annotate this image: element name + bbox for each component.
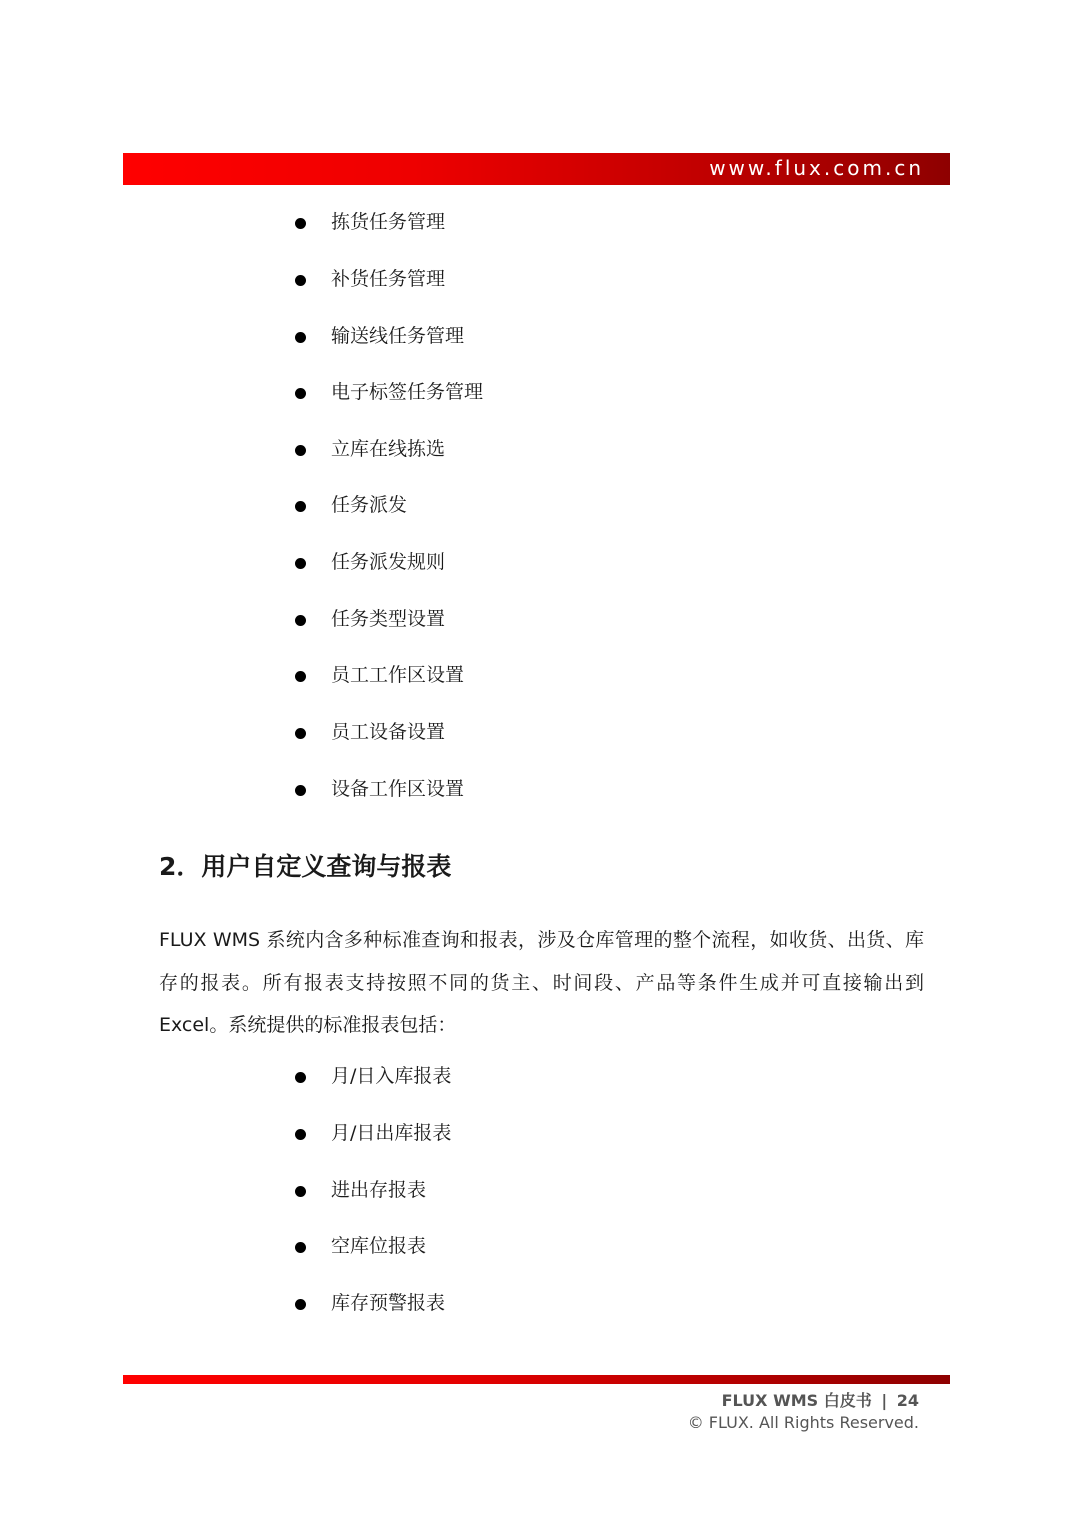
section-heading: 2．用户自定义查询与报表 bbox=[159, 852, 452, 881]
list-item-label: 进出存报表 bbox=[331, 1179, 427, 1201]
bullet-icon bbox=[295, 445, 306, 456]
list-item-label: 立库在线拣选 bbox=[331, 438, 446, 460]
footer-copyright: © FLUX. All Rights Reserved. bbox=[687, 1413, 919, 1432]
list-item-label: 空库位报表 bbox=[331, 1235, 427, 1257]
list-item bbox=[0, 774, 700, 806]
bullet-icon bbox=[295, 388, 306, 399]
header-bar bbox=[123, 153, 950, 185]
bullet-icon bbox=[295, 671, 306, 682]
bullet-icon bbox=[295, 615, 306, 626]
list-item bbox=[0, 490, 700, 522]
bullet-icon bbox=[295, 558, 306, 569]
bullet-icon bbox=[295, 501, 306, 512]
list-item-label: 拣货任务管理 bbox=[331, 211, 446, 233]
list-item bbox=[0, 321, 700, 353]
list-item bbox=[0, 717, 700, 749]
bullet-icon bbox=[295, 275, 306, 286]
footer-separator: | bbox=[881, 1391, 888, 1410]
bullet-icon bbox=[295, 728, 306, 739]
list-item-label: 补货任务管理 bbox=[331, 268, 446, 290]
header-url: www.flux.com.cn bbox=[709, 156, 924, 180]
footer-doc-info bbox=[722, 1390, 919, 1412]
list-item-label: 员工设备设置 bbox=[331, 721, 446, 743]
list-item bbox=[0, 264, 700, 296]
list-item-label: 输送线任务管理 bbox=[331, 325, 465, 347]
bullet-icon bbox=[295, 1299, 306, 1310]
list-item bbox=[0, 547, 700, 579]
list-item bbox=[0, 1175, 700, 1207]
bullet-icon bbox=[295, 785, 306, 796]
bullet-icon bbox=[295, 218, 306, 229]
list-item-label: 月/日出库报表 bbox=[331, 1122, 452, 1144]
footer-page-number: 24 bbox=[896, 1391, 919, 1410]
list-item-label: 任务派发规则 bbox=[331, 551, 446, 573]
list-item bbox=[0, 660, 700, 692]
bullet-icon bbox=[295, 1242, 306, 1253]
list-item-label: 电子标签任务管理 bbox=[331, 381, 484, 403]
list-item-label: 员工工作区设置 bbox=[331, 664, 465, 686]
section-paragraph: FLUX WMS 系统内含多种标准查询和报表，涉及仓库管理的整个流程，如收货、出货、库存的报表。所有报表支持按照不同的货主、时间段、产品等条件生成并可直接输出到 Excel。系统提供的标准报表包括： bbox=[159, 929, 924, 1036]
bullet-icon bbox=[295, 1186, 306, 1197]
list-item-label: 月/日入库报表 bbox=[331, 1065, 452, 1087]
list-item bbox=[0, 377, 700, 409]
bullet-icon bbox=[295, 1072, 306, 1083]
list-item-label: 任务类型设置 bbox=[331, 608, 446, 630]
bullet-icon bbox=[295, 332, 306, 343]
list-item-label: 库存预警报表 bbox=[331, 1292, 446, 1314]
list-item bbox=[0, 1288, 700, 1320]
list-item-label: 任务派发 bbox=[331, 494, 408, 516]
list-item-label: 设备工作区设置 bbox=[331, 778, 465, 800]
list-item bbox=[0, 1231, 700, 1263]
footer-bar bbox=[123, 1375, 950, 1384]
list-item bbox=[0, 1061, 700, 1093]
list-item bbox=[0, 434, 700, 466]
list-item bbox=[0, 1118, 700, 1150]
footer-doc-title: FLUX WMS 白皮书 bbox=[721, 1391, 872, 1410]
bullet-icon bbox=[295, 1129, 306, 1140]
list-item bbox=[0, 604, 700, 636]
list-item bbox=[0, 207, 700, 239]
